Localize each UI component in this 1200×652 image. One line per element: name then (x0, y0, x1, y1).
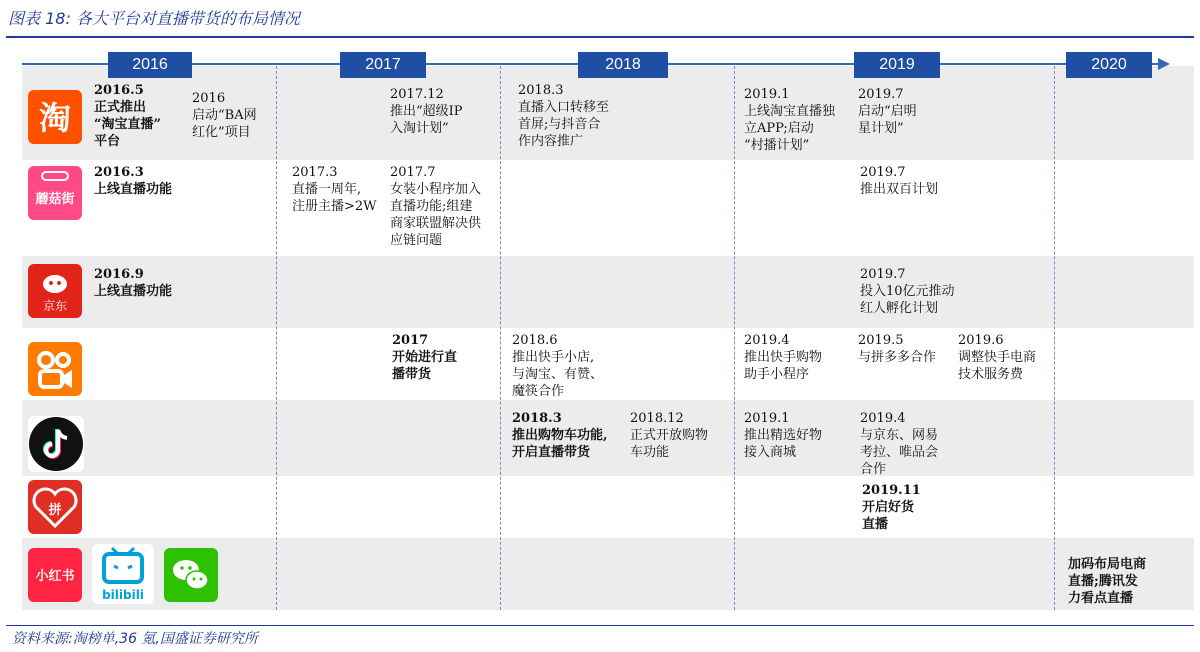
event-kuaishou-2019-4: 2019.4 推出快手购物 助手小程序 (744, 333, 823, 382)
top-rule (6, 36, 1194, 38)
year-label-2019: 2019 (854, 52, 940, 78)
event-mogujie-2016-3: 2016.3 上线直播功能 (94, 165, 173, 197)
event-pinduoduo-2019-11: 2019.11 开启好货 直播 (862, 483, 921, 532)
event-mogujie-2017-3: 2017.3 直播一周年, 注册主播>2W (292, 165, 377, 214)
event-douyin-2019-4: 2019.4 与京东、网易 考拉、唯品会 合作 (860, 411, 939, 477)
event-taobao-2018-3: 2018.3 直播入口转移至 首屏;与抖音合 作内容推广 (518, 83, 610, 149)
event-taobao-2019-1: 2019.1 上线淘宝直播独 立APP;启动 “村播计划” (744, 87, 836, 153)
svg-text:京东: 京东 (42, 299, 68, 313)
event-mogujie-2017-7: 2017.7 女装小程序加入 直播功能;组建 商家联盟解决供 应链问题 (390, 165, 482, 248)
svg-text:淘: 淘 (38, 99, 72, 137)
pinduoduo-logo-icon (28, 480, 82, 534)
taobao-logo-icon (28, 90, 82, 144)
event-kuaishou-2018-6: 2018.6 推出快手小店, 与淘宝、有赞、 魔筷合作 (512, 333, 604, 399)
event-kuaishou-2019-5: 2019.5 与拼多多合作 (858, 333, 937, 365)
douyin-logo-icon (28, 416, 84, 472)
year-label-2018: 2018 (578, 52, 668, 78)
event-mogujie-2019-7: 2019.7 推出双百计划 (860, 165, 939, 197)
column-divider (1054, 66, 1055, 610)
timeline-arrow-icon (1158, 58, 1170, 70)
event-douyin-2018-3: 2018.3 推出购物车功能, 开启直播带货 (512, 411, 608, 460)
year-label-2016: 2016 (108, 52, 192, 78)
source-note: 资料来源:淘榜单,36 氪,国盛证券研究所 (12, 631, 258, 647)
jd-logo-icon (28, 264, 82, 318)
column-divider (276, 66, 277, 610)
event-douyin-2019-1: 2019.1 推出精选好物 接入商城 (744, 411, 823, 460)
bilibili-logo-icon (92, 544, 154, 604)
event-jd-2019-7: 2019.7 投入10亿元推动 红人孵化计划 (860, 267, 955, 316)
event-douyin-2018-12: 2018.12 正式开放购物 车功能 (630, 411, 709, 460)
event-jd-2016-9: 2016.9 上线直播功能 (94, 267, 173, 299)
event-kuaishou-2019-6: 2019.6 调整快手电商 技术服务费 (958, 333, 1037, 382)
column-divider (500, 66, 501, 610)
event-taobao-2016-5: 2016.5 正式推出 “淘宝直播” 平台 (94, 83, 161, 149)
row-bg-douyin (22, 400, 1194, 476)
kuaishou-logo-icon (28, 342, 82, 396)
svg-text:bilibili: bilibili (102, 588, 144, 602)
mogujie-logo-icon (28, 166, 82, 220)
xiaohongshu-logo-icon (28, 548, 82, 602)
svg-text:拼: 拼 (48, 503, 62, 518)
year-label-2020: 2020 (1066, 52, 1152, 78)
event-others-2020: 加码布局电商 直播;腾讯发 力看点直播 (1068, 557, 1147, 606)
row-bg-jd (22, 256, 1194, 328)
svg-text:蘑菇街: 蘑菇街 (35, 192, 75, 207)
svg-text:小红书: 小红书 (35, 569, 75, 584)
figure-title: 图表 18: 各大平台对直播带货的布局情况 (8, 9, 300, 28)
column-divider (734, 66, 735, 610)
year-label-2017: 2017 (340, 52, 426, 78)
bottom-rule (6, 625, 1194, 626)
event-kuaishou-2017: 2017 开始进行直 播带货 (392, 333, 458, 382)
event-taobao-2019-7: 2019.7 启动“启明 星计划” (858, 87, 917, 136)
event-taobao-2017-12: 2017.12 推出“超级IP 入淘计划” (390, 87, 463, 136)
wechat-logo-icon (164, 548, 218, 602)
event-taobao-2016: 2016 启动“BA网 红化”项目 (192, 91, 257, 140)
